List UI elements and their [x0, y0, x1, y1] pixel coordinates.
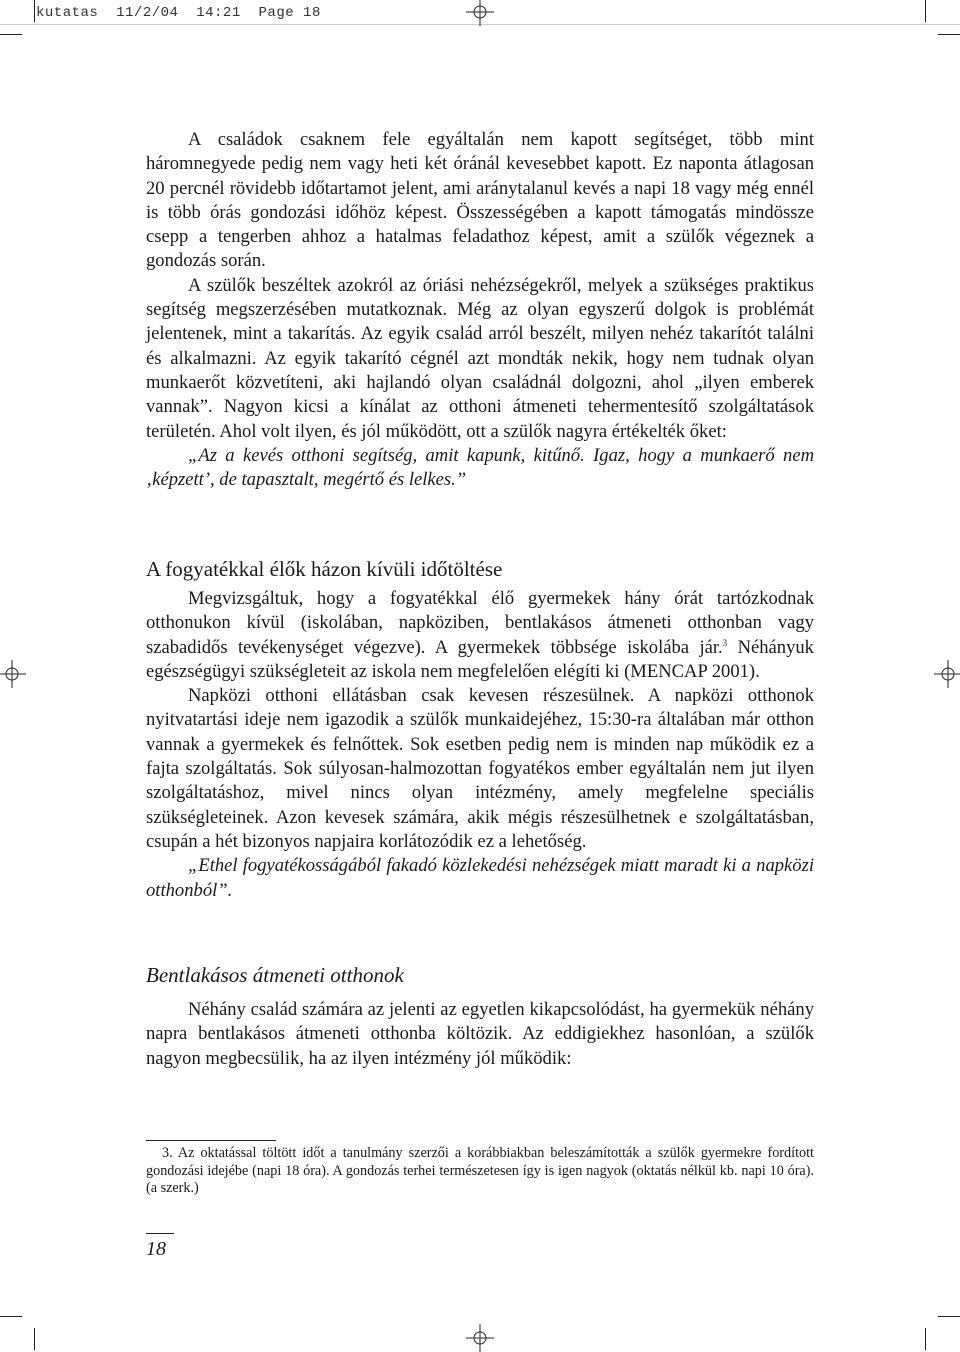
section-1 — [146, 128, 814, 492]
registration-mark-top-icon — [466, 0, 494, 28]
section-3 — [146, 998, 814, 1071]
crop-mark-top-left-v — [34, 0, 35, 22]
paragraph-3 — [146, 587, 814, 684]
crop-mark-bottom-right-v — [925, 1328, 926, 1350]
paragraph-3-text: Megvizsgáltuk, hogy a fogyatékkal élő gyermekek hány órát tartózkodnak otthonukon kívül (iskolában, napköziben, bentlakásos átmeneti otthonban vagy szabadidős tevékenységet végezve). A gyermekek többsége iskolába jár. — [146, 588, 814, 658]
quote-1: „Az a kevés otthoni segítség, amit kapunk, kitűnő. Igaz, hogy a munkaerő nem ‚képzett’, de tapasztalt, megértő és lelkes.” — [146, 444, 814, 491]
registration-mark-bottom-icon — [466, 1324, 494, 1352]
section-heading: A fogyatékkal élők házon kívüli időtöltése — [146, 557, 503, 582]
section-2 — [146, 587, 814, 903]
paragraph-3-text-cont: Néhányuk egészségügyi szükségleteit az iskola nem megfelelően elégíti ki (MENCAP 2001). — [146, 636, 814, 682]
crop-mark-bottom-left-v — [34, 1328, 35, 1350]
paragraph-4: Napközi otthoni ellátásban csak kevesen részesülnek. A napközi otthonok nyitvatartási ideje nem igazodik a szülők munkaidejéhez, 15:30-ra általában már otthon vannak a gyermekek és felnőttek. Sok esetben pedig nem is minden nap működik ez a fajta szolgáltatás. Sok súlyosan-halmozottan fogyatékos ember egyáltalán nem jut ilyen szolgáltatáshoz, mivel nincs olyan intézmény, amely megfelelne speciális szükségleteinek. Azon kevesek számára, akik mégis részesülhetnek e szolgáltatásban, csupán a hét bizonyos napjaira korlátozódik ez a lehetőség. — [146, 685, 814, 852]
subsection-heading: Bentlakásos átmeneti otthonok — [146, 963, 404, 987]
crop-mark-bottom-left — [0, 1316, 22, 1317]
paragraph-1: A családok csaknem fele egyáltalán nem kapott segítséget, több mint háromnegyede pedig nem vagy heti két óránál kevesebbet kapott. Ez naponta átlagosan 20 percnél rövidebb időtartamot jelent, ami aránytalanul kevés a napi 18 vagy még ennél is több órás gondozási időhöz képest. Összességében a kapott támogatás mindössze csepp a tengerben ahhoz a hatalmas feladathoz képest, amit a szülők végeznek a gondozás során. — [146, 129, 814, 272]
footnote-rule — [146, 1140, 276, 1141]
page-number-rule — [146, 1233, 174, 1234]
paragraph-2: A szülők beszéltek azokról az óriási nehézségekről, melyek a szükséges praktikus segítség megszerzésében mutatkoznak. Még az olyan egyszerű dolgok is problémát jelentenek, mint a takarítás. Az egyik család arról beszélt, milyen nehéz takarítót találni és alkalmazni. Az egyik takarító cégnél azt mondták nekik, hogy nem tudnak olyan munkaerőt közvetíteni, aki hajlandó olyan családnál dolgozni, ahol „ilyen emberek vannak”. Nagyon kicsi a kínálat az otthoni átmeneti tehermentesítő szolgáltatások területén. Ahol volt ilyen, és jól működött, ott a szülők nagyra értékelték őket: — [146, 274, 814, 442]
quote-2: „Ethel fogyatékosságából fakadó közlekedési nehézségek miatt maradt ki a napközi otthonból”. — [146, 855, 814, 901]
page-number: 18 — [146, 1238, 166, 1260]
printer-slug: kutatas 11/2/04 14:21 Page 18 — [36, 5, 321, 21]
footnote — [146, 1145, 814, 1198]
crop-mark-top-left — [0, 34, 22, 35]
footnote-text: 3. Az oktatással töltött időt a tanulmány szerzői a korábbiakban beleszámították a szülők gyermekre fordított gondozási idejébe (napi 18 óra). A gondozás terhei természetesen így is igen nagyok (oktatás nélkül kb. napi 10 óra). (a szerk.) — [146, 1145, 814, 1196]
crop-mark-bottom-right — [938, 1316, 960, 1317]
registration-mark-left-icon — [0, 660, 28, 688]
registration-mark-right-icon — [932, 660, 960, 688]
crop-mark-top-right — [938, 34, 960, 35]
footnote-reference: 3 — [722, 637, 728, 648]
crop-mark-top-right-v — [925, 0, 926, 22]
paragraph-5: Néhány család számára az jelenti az egyetlen kikapcsolódást, ha gyermekük néhány napra bentlakásos átmeneti otthonba költözik. Az eddigiekhez hasonlóan, a szülők nagyon megbecsülik, ha az ilyen intézmény jól működik: — [146, 999, 814, 1069]
